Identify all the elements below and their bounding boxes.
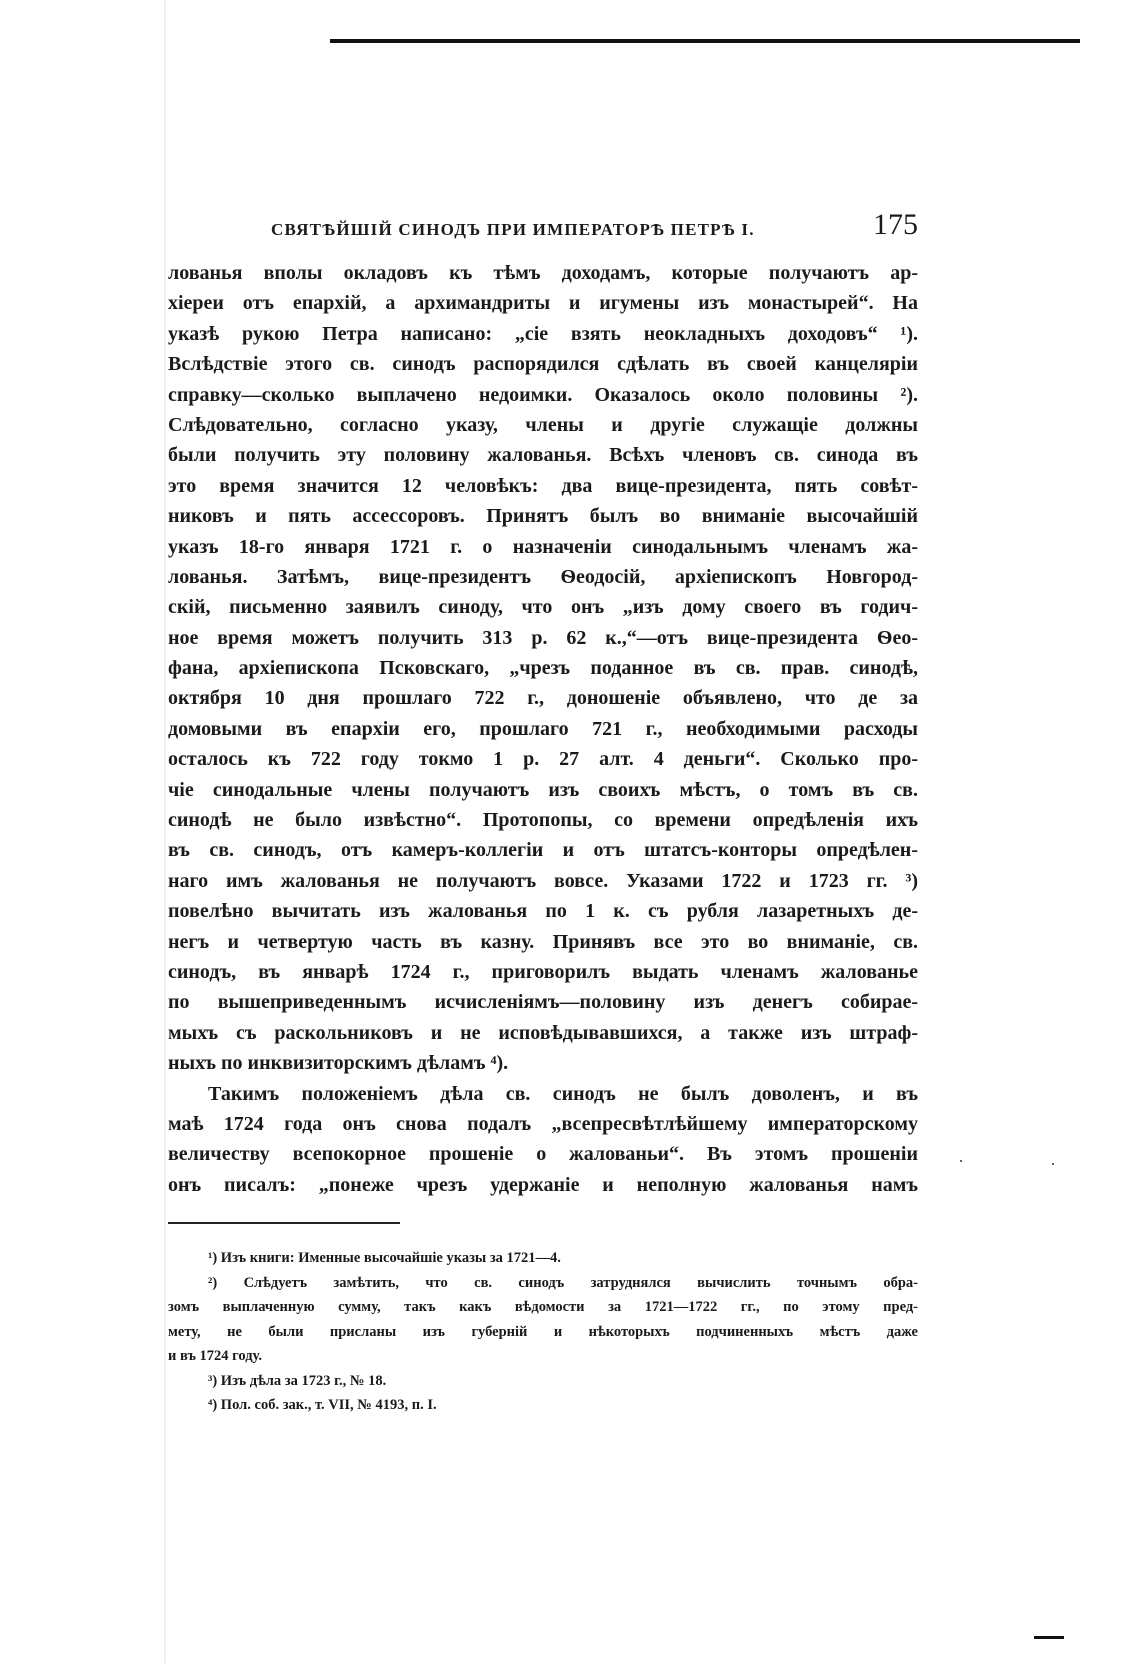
text-line: Вслѣдствіе этого св. синодъ распорядился сдѣлать въ своей канцеляріи [168,353,918,376]
text-line: Такимъ положеніемъ дѣла св. синодъ не былъ доволенъ, и въ [208,1082,918,1105]
footnote-2-cont: и въ 1724 году. [168,1348,262,1364]
footnotes [168,1246,918,1418]
footnote-2: ²) Слѣдуетъ замѣтить, что св. синодъ затруднялся вычислить точнымъ обра- [208,1274,918,1291]
text-line: лованья. Затѣмъ, вице-президентъ Ѳеодосій, архіепископъ Новгород- [168,565,918,588]
text-line: были получить эту половину жалованья. Всѣхъ членовъ св. синода въ [168,444,918,467]
text-line: никовъ и пять ассессоровъ. Принятъ былъ во вниманіе высочайшій [168,505,918,528]
footnote-3: ³) Изъ дѣла за 1723 г., № 18. [208,1372,387,1389]
text-line: наго имъ жалованья не получаютъ вовсе. Указами 1722 и 1723 гг. ³) [168,869,918,892]
text-line: это время значится 12 человѣкъ: два вице-президента, пять совѣт- [168,474,918,497]
footnote-rule [168,1222,400,1224]
footnote-2-cont: мету, не были присланы изъ губерній и нѣкоторыхъ подчиненныхъ мѣстъ даже [168,1323,918,1340]
footnote-1: ¹) Изъ книги: Именные высочайшіе указы за 1721—4. [208,1250,561,1266]
text-line: ныхъ по инквизиторскимъ дѣламъ ⁴). [168,1052,509,1075]
text-line: Слѣдовательно, согласно указу, члены и другіе служащіе должны [168,413,918,436]
text-line: синодѣ не было извѣстно“. Протопопы, со времени опредѣленія ихъ [168,809,918,832]
text-line: синодъ, въ январѣ 1724 г., приговорилъ выдать членамъ жалованье [168,960,918,983]
text-line: негъ и четвертую часть въ казну. Принявъ все это во вниманіе, св. [168,930,918,953]
text-line: лованья вполы окладовъ къ тѣмъ доходамъ, которые получаютъ ар- [168,262,918,284]
text-line: хіереи отъ епархій, а архимандриты и игумены изъ монастырей“. На [168,292,918,315]
text-line: величеству всепокорное прошеніе о жалованьи“. Въ этомъ прошеніи [168,1143,918,1166]
text-line: осталось къ 722 году токмо 1 р. 27 алт. 4 деньги“. Сколько про- [168,748,918,771]
text-line: онъ писалъ: „понеже чрезъ удержаніе и неполную жалованья намъ [168,1173,918,1196]
text-line: по вышеприведеннымъ исчисленіямъ—половину изъ денегъ собирае- [168,991,918,1014]
text-line: указъ 18-го января 1721 г. о назначеніи синодальнымъ членамъ жа- [168,535,918,558]
text-line: ное время можетъ получить 313 р. 62 к.,“—отъ вице-президента Ѳео- [168,626,918,649]
text-line: октября 10 дня прошлаго 722 г., доношеніе объявлено, что де за [168,687,918,710]
page-edge [164,0,166,1663]
page-number: 175 [873,208,918,241]
text-line: чіе синодальные члены получаютъ изъ своихъ мѣстъ, о томъ въ св. [168,778,918,801]
text-line: фана, архіепископа Псковскаго, „чрезъ поданное въ св. прав. синодѣ, [168,657,918,680]
footnote-4: ⁴) Пол. соб. зак., т. VII, № 4193, п. I. [208,1397,437,1413]
text-line: маѣ 1724 года онъ снова подалъ „всепресвѣтлѣйшему императорскому [168,1112,918,1135]
footnote-2-cont: зомъ выплаченную сумму, такъ какъ вѣдомости за 1721—1722 гг., по этому пред- [168,1299,918,1315]
scan-speck [960,1160,962,1162]
page-header [168,208,918,248]
scan-speck [1052,1163,1054,1165]
text-line: мыхъ съ раскольниковъ и не исповѣдывавшихся, а также изъ штраф- [168,1021,918,1044]
text-line: домовыми въ епархіи его, прошлаго 721 г., необходимыми расходы [168,717,918,740]
text-line: скій, письменно заявилъ синоду, что онъ „изъ дому своего въ годич- [168,596,918,619]
top-rule [330,39,1080,43]
text-line: въ св. синодъ, отъ камеръ-коллегіи и отъ штатсъ-конторы опредѣлен- [168,839,918,862]
body-text [168,258,918,1200]
margin-mark [1034,1636,1064,1639]
text-line: справку—сколько выплачено недоимки. Оказалось около половины ²). [168,383,918,406]
text-line: указѣ рукою Петра написано: „сіе взять неокладныхъ доходовъ“ ¹). [168,322,918,345]
text-line: повелѣно вычитать изъ жалованья по 1 к. съ рубля лазаретныхъ де- [168,900,918,923]
running-title: СВЯТѢЙШІЙ СИНОДЪ ПРИ ИМПЕРАТОРѢ ПЕТРѢ I. [271,220,755,239]
